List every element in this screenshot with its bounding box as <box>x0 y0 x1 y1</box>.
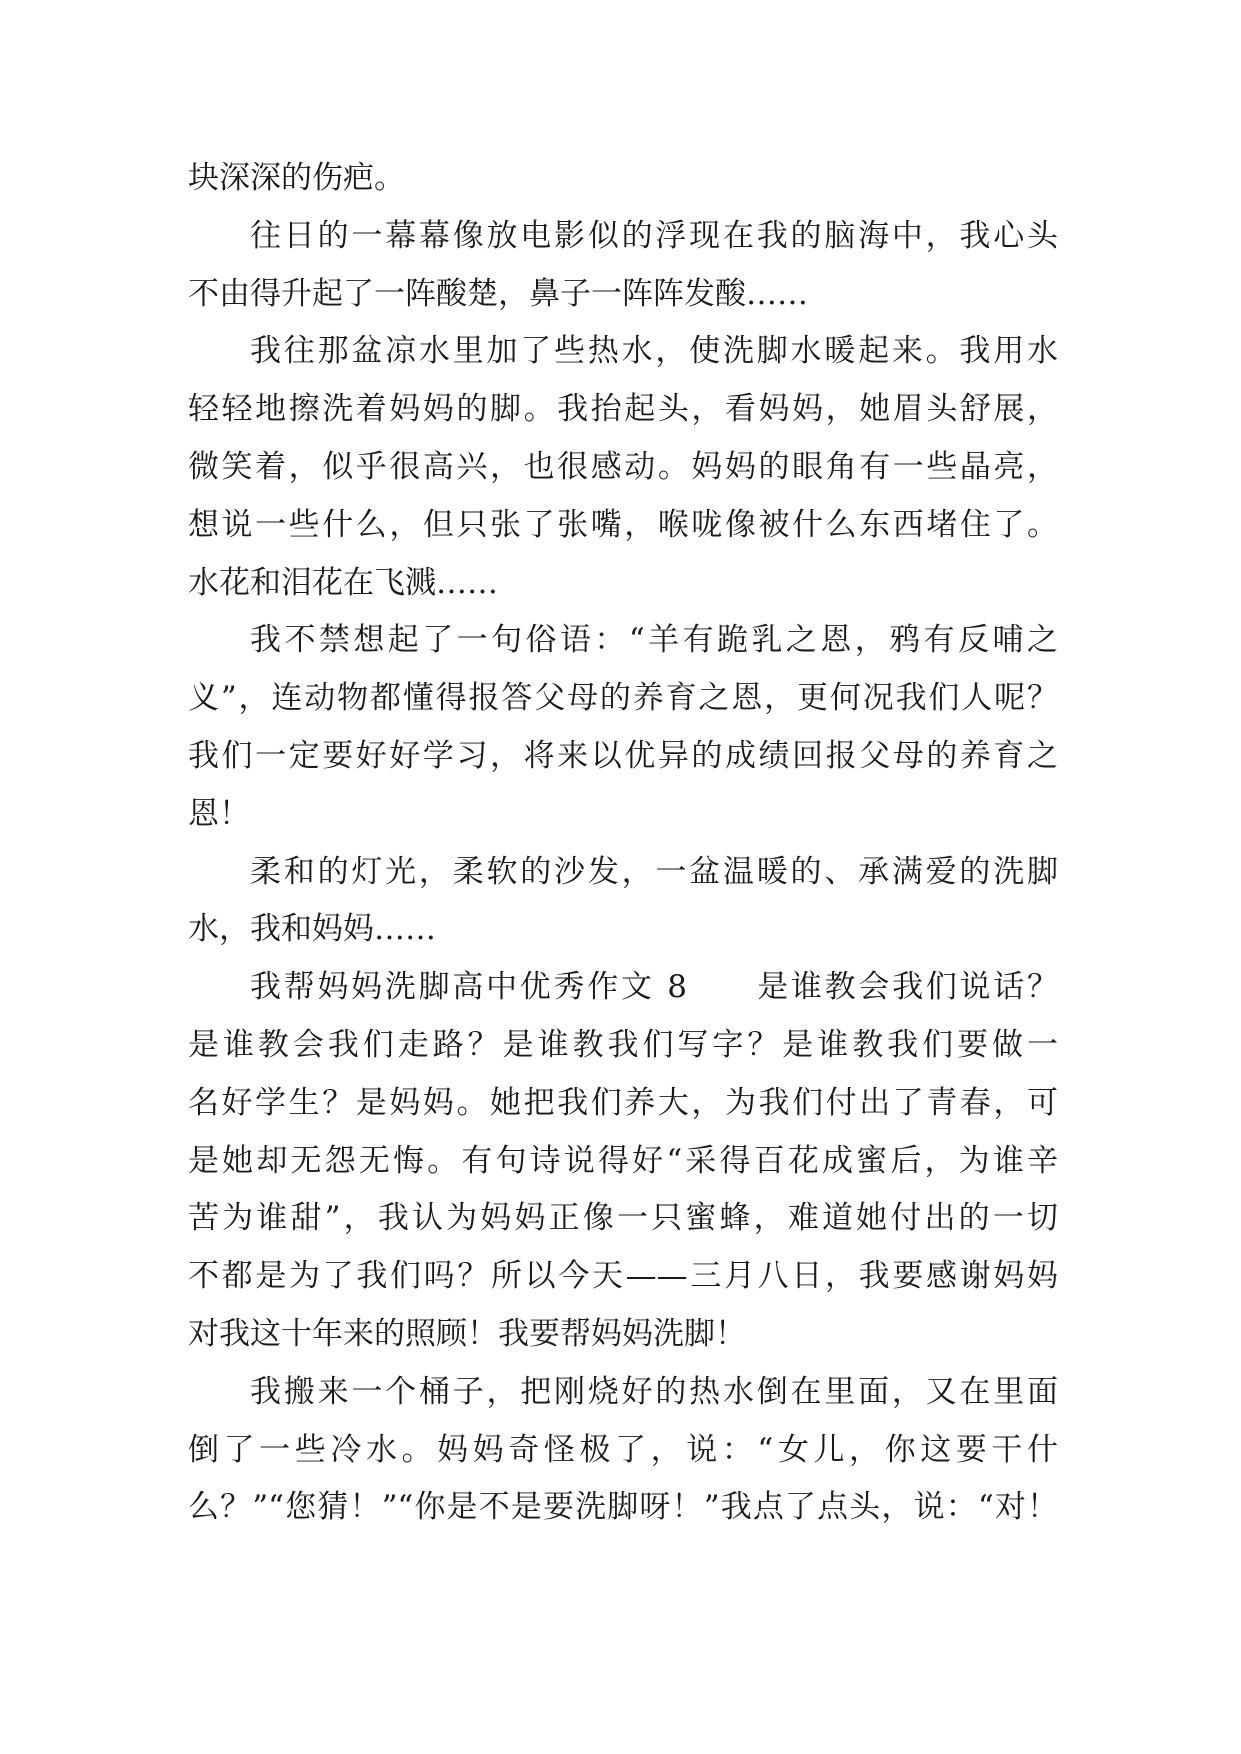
text-line: 名好学生？是妈妈。她把我们养大，为我们付出了青春，可 <box>188 1084 1058 1121</box>
text-line: 我们一定要好好学习，将来以优异的成绩回报父母的养育之 <box>188 737 1058 774</box>
text-line: 倒了一些冷水。妈妈奇怪极了，说：“女儿，你这要干什 <box>188 1431 1058 1468</box>
text-line: 柔和的灯光，柔软的沙发，一盆温暖的、承满爱的洗脚 <box>250 853 1058 890</box>
text-line: 不都是为了我们吗？所以今天——三月八日，我要感谢妈妈 <box>188 1258 1058 1295</box>
text-line: 水，我和妈妈…… <box>188 911 436 948</box>
text-line: 对我这十年来的照顾！我要帮妈妈洗脚！ <box>188 1315 746 1352</box>
text-line: 水花和泪花在飞溅…… <box>188 564 498 601</box>
text-line: 恩！ <box>188 795 250 832</box>
text-line: 苦为谁甜”，我认为妈妈正像一只蜜蜂，难道她付出的一切 <box>188 1200 1058 1237</box>
text-line: 想说一些什么，但只张了张嘴，喉咙像被什么东西堵住了。 <box>188 506 1058 543</box>
text-line: 轻轻地擦洗着妈妈的脚。我抬起头，看妈妈，她眉头舒展， <box>188 391 1058 428</box>
text-line: 不由得升起了一阵酸楚，鼻子一阵阵发酸…… <box>188 275 808 312</box>
essay-body <box>188 150 1058 1537</box>
text-line: 义”，连动物都懂得报答父母的养育之恩，更何况我们人呢？ <box>188 680 1058 717</box>
text-line: 微笑着，似乎很高兴，也很感动。妈妈的眼角有一些晶亮， <box>188 448 1058 485</box>
text-line: 块深深的伤疤。 <box>188 160 405 196</box>
text-line: 么？”“您猜！”“你是不是要洗脚呀！”我点了点头，说：“对！ <box>188 1489 1058 1526</box>
text-line: 我往那盆凉水里加了些热水，使洗脚水暖起来。我用水 <box>250 333 1058 370</box>
text-line: 是谁教会我们走路？是谁教我们写字？是谁教我们要做一 <box>188 1026 1058 1063</box>
text-line: 我帮妈妈洗脚高中优秀作文 8 是谁教会我们说话？ <box>250 969 1058 1006</box>
text-line: 往日的一幕幕像放电影似的浮现在我的脑海中，我心头 <box>250 217 1058 254</box>
text-line: 是她却无怨无悔。有句诗说得好“采得百花成蜜后，为谁辛 <box>188 1142 1058 1179</box>
text-line: 我不禁想起了一句俗语：“羊有跪乳之恩，鸦有反哺之 <box>250 622 1058 659</box>
text-line: 我搬来一个桶子，把刚烧好的热水倒在里面，又在里面 <box>250 1373 1058 1410</box>
